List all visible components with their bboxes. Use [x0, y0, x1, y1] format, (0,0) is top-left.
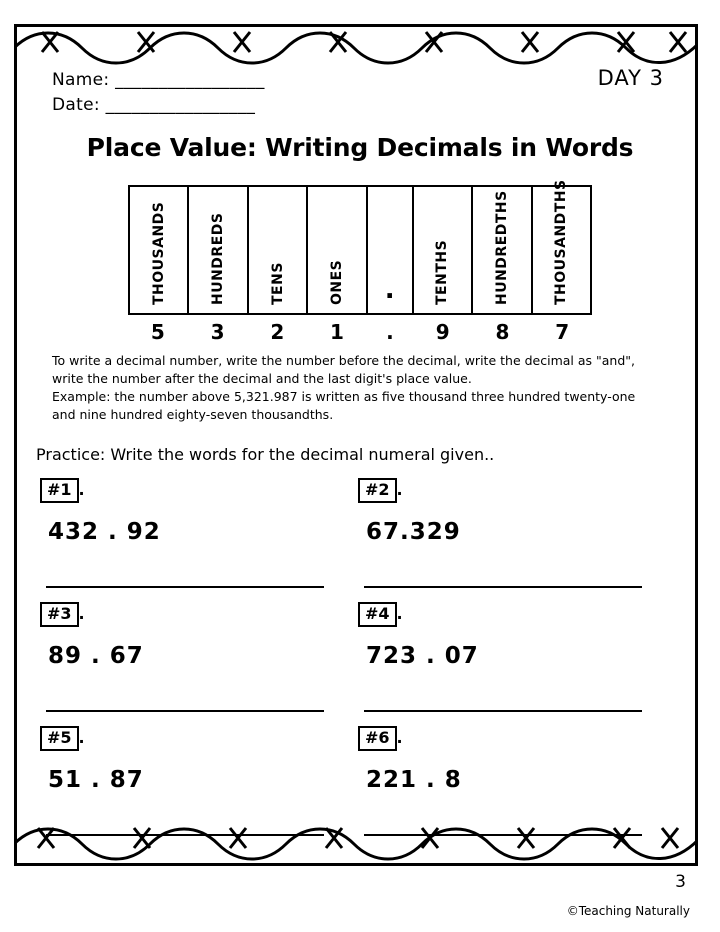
problem-value: 51 . 87 — [48, 766, 144, 793]
instructions-paragraph — [52, 352, 660, 425]
practice-prompt: Practice: Write the words for the decimal numeral given.. — [36, 445, 495, 464]
problem-4 — [358, 602, 676, 726]
problem-number-suffix: . — [78, 728, 85, 747]
problem-value: 723 . 07 — [366, 642, 479, 669]
place-value-label: THOUSANDS — [150, 201, 167, 305]
answer-line[interactable] — [364, 710, 642, 712]
problem-number: #3 — [40, 602, 79, 627]
problems-grid — [40, 478, 676, 850]
problem-number-suffix: . — [78, 480, 85, 499]
instructions-line-4: and nine hundred eighty-seven thousandths. — [52, 407, 334, 423]
problem-number: #5 — [40, 726, 79, 751]
place-value-label: ONES — [328, 259, 345, 305]
problem-6 — [358, 726, 676, 850]
credit-line: ©Teaching Naturally — [566, 904, 690, 918]
place-value-column-ones — [308, 187, 367, 313]
place-value-digit-decimal-point: . — [386, 320, 394, 344]
problem-value: 221 . 8 — [366, 766, 462, 793]
place-value-label: TENS — [269, 262, 286, 305]
place-value-column-tens — [249, 187, 308, 313]
problem-number: #1 — [40, 478, 79, 503]
problem-number: #6 — [358, 726, 397, 751]
place-value-column-thousands — [130, 187, 189, 313]
date-field-label[interactable]: Date: _________________ — [52, 95, 256, 115]
answer-line[interactable] — [46, 586, 324, 588]
problem-row — [40, 602, 676, 726]
place-value-label: HUNDREDTHS — [493, 190, 510, 305]
day-label: DAY 3 — [597, 66, 664, 90]
place-value-label: TENTHS — [434, 239, 451, 305]
problem-3 — [40, 602, 358, 726]
answer-line[interactable] — [46, 834, 324, 836]
place-value-digit: 7 — [555, 320, 570, 344]
place-value-digit: 2 — [270, 320, 285, 344]
answer-line[interactable] — [364, 834, 642, 836]
problem-value: 89 . 67 — [48, 642, 144, 669]
place-value-column-hundredths — [473, 187, 532, 313]
decimal-point-icon: . — [384, 275, 395, 305]
place-value-chart — [128, 179, 592, 315]
answer-line[interactable] — [364, 586, 642, 588]
page-title: Place Value: Writing Decimals in Words — [86, 133, 634, 162]
problem-number-suffix: . — [78, 604, 85, 623]
problem-number-suffix: . — [396, 604, 403, 623]
answer-line[interactable] — [46, 710, 324, 712]
problem-number: #2 — [358, 478, 397, 503]
place-value-digit: 8 — [495, 320, 510, 344]
place-value-column-tenths — [414, 187, 473, 313]
place-value-column-thousandths — [533, 179, 590, 313]
problem-1 — [40, 478, 358, 602]
problem-2 — [358, 478, 676, 602]
place-value-digit: 9 — [435, 320, 450, 344]
problem-5 — [40, 726, 358, 850]
problem-number: #4 — [358, 602, 397, 627]
instructions-line-1: To write a decimal number, write the number before the decimal, write the decimal as "and", — [52, 353, 635, 368]
place-value-digit: 1 — [330, 320, 344, 344]
problem-number-suffix: . — [396, 480, 403, 499]
instructions-line-2: write the number after the decimal and the last digit's place value. — [52, 371, 472, 387]
place-value-digit: 5 — [150, 320, 165, 344]
instructions-line-3: Example: the number above 5,321.987 is written as five thousand three hundred twenty-one — [52, 389, 636, 405]
place-value-column-hundreds — [189, 187, 248, 313]
place-value-label: HUNDREDS — [210, 212, 227, 305]
place-value-label: THOUSANDTHS — [553, 179, 570, 305]
problem-row — [40, 726, 676, 850]
problem-value: 432 . 92 — [48, 518, 161, 545]
place-value-column-decimal-point — [368, 187, 414, 313]
page-number: 3 — [675, 872, 686, 892]
problem-number-suffix: . — [396, 728, 403, 747]
place-value-digits-row — [128, 320, 592, 346]
name-field-label[interactable]: Name: _________________ — [52, 70, 265, 90]
problem-row — [40, 478, 676, 602]
decorative-border-top — [14, 26, 698, 66]
place-value-digit: 3 — [210, 320, 225, 344]
problem-value: 67.329 — [366, 518, 461, 545]
